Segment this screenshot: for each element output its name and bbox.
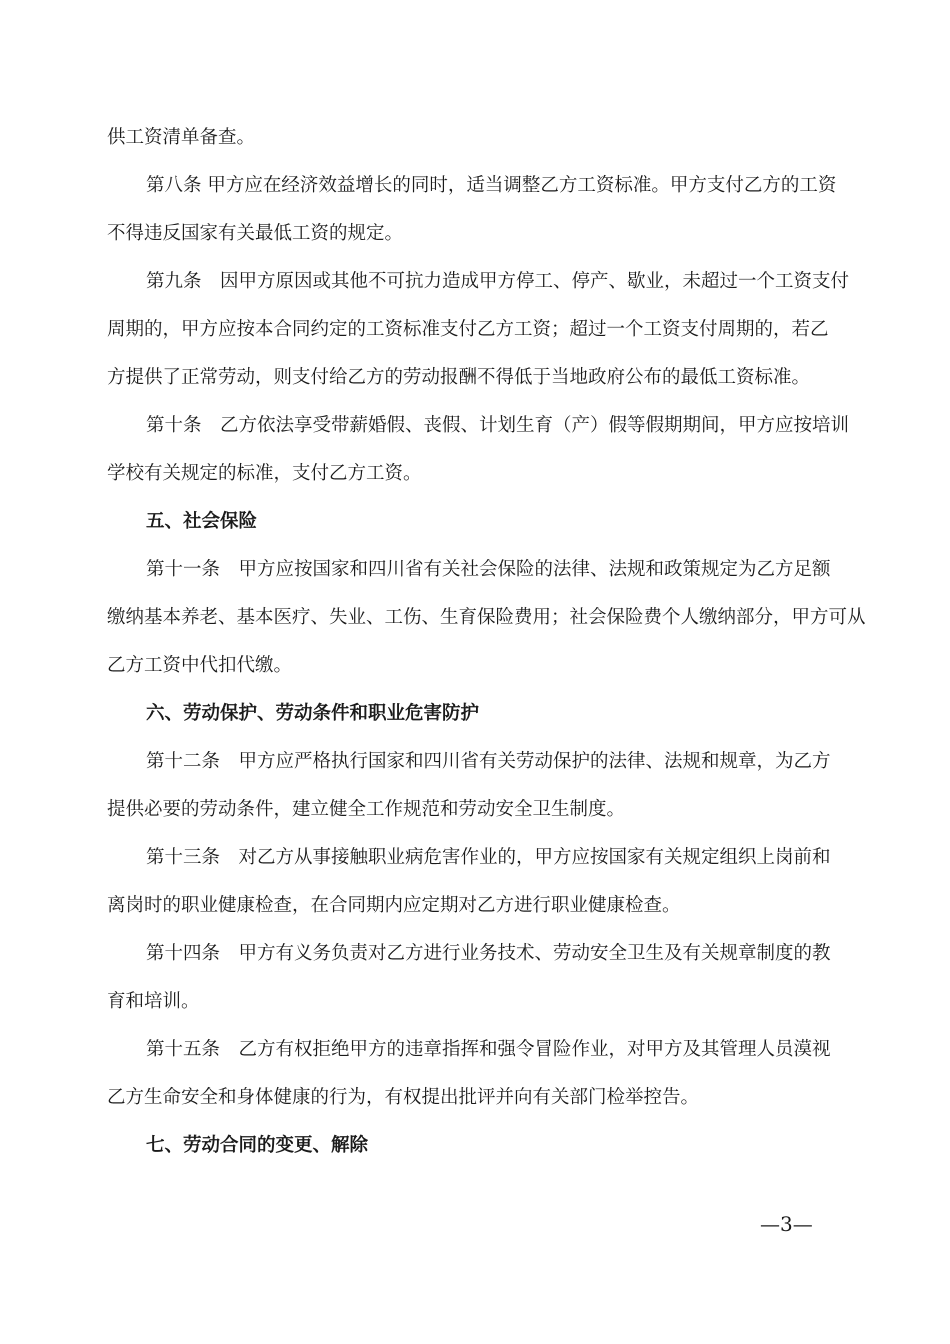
- article-15-line-1: 第十五条 乙方有权拒绝甲方的违章指挥和强令冒险作业，对甲方及其管理人员漠视: [146, 1039, 831, 1060]
- article-11-line-3: 乙方工资中代扣代缴。: [107, 655, 293, 676]
- section-heading-contract-change: 七、劳动合同的变更、解除: [146, 1135, 369, 1156]
- article-11-line-1: 第十一条 甲方应按国家和四川省有关社会保险的法律、法规和政策规定为乙方足额: [146, 559, 831, 580]
- article-13-line-2: 离岗时的职业健康检查，在合同期内应定期对乙方进行职业健康检查。: [107, 895, 681, 916]
- article-13-line-1: 第十三条 对乙方从事接触职业病危害作业的，甲方应按国家有关规定组织上岗前和: [146, 847, 831, 868]
- article-14-line-1: 第十四条 甲方有义务负责对乙方进行业务技术、劳动安全卫生及有关规章制度的教: [146, 943, 831, 964]
- article-9-line-3: 方提供了正常劳动，则支付给乙方的劳动报酬不得低于当地政府公布的最低工资标准。: [107, 367, 811, 388]
- article-8-line-1: 第八条 甲方应在经济效益增长的同时，适当调整乙方工资标准。甲方支付乙方的工资: [146, 175, 837, 196]
- article-9-line-1: 第九条 因甲方原因或其他不可抗力造成甲方停工、停产、歇业，未超过一个工资支付: [146, 271, 850, 292]
- article-9-line-2: 周期的，甲方应按本合同约定的工资标准支付乙方工资；超过一个工资支付周期的，若乙: [107, 319, 829, 340]
- page-number: —3—: [760, 1212, 813, 1236]
- section-heading-social-insurance: 五、社会保险: [146, 511, 258, 532]
- article-10-line-2: 学校有关规定的标准，支付乙方工资。: [107, 463, 422, 484]
- article-8-line-2: 不得违反国家有关最低工资的规定。: [107, 223, 404, 244]
- section-heading-labor-protection: 六、劳动保护、劳动条件和职业危害防护: [146, 703, 480, 724]
- article-12-line-2: 提供必要的劳动条件，建立健全工作规范和劳动安全卫生制度。: [107, 799, 626, 820]
- article-10-line-1: 第十条 乙方依法享受带薪婚假、丧假、计划生育（产）假等假期期间，甲方应按培训: [146, 415, 850, 436]
- article-11-line-2: 缴纳基本养老、基本医疗、失业、工伤、生育保险费用；社会保险费个人缴纳部分，甲方可从: [107, 607, 866, 628]
- article-14-line-2: 育和培训。: [107, 991, 200, 1012]
- article-12-line-1: 第十二条 甲方应严格执行国家和四川省有关劳动保护的法律、法规和规章，为乙方: [146, 751, 831, 772]
- article-15-line-2: 乙方生命安全和身体健康的行为，有权提出批评并向有关部门检举控告。: [107, 1087, 700, 1108]
- paragraph-line: 供工资清单备查。: [107, 127, 256, 148]
